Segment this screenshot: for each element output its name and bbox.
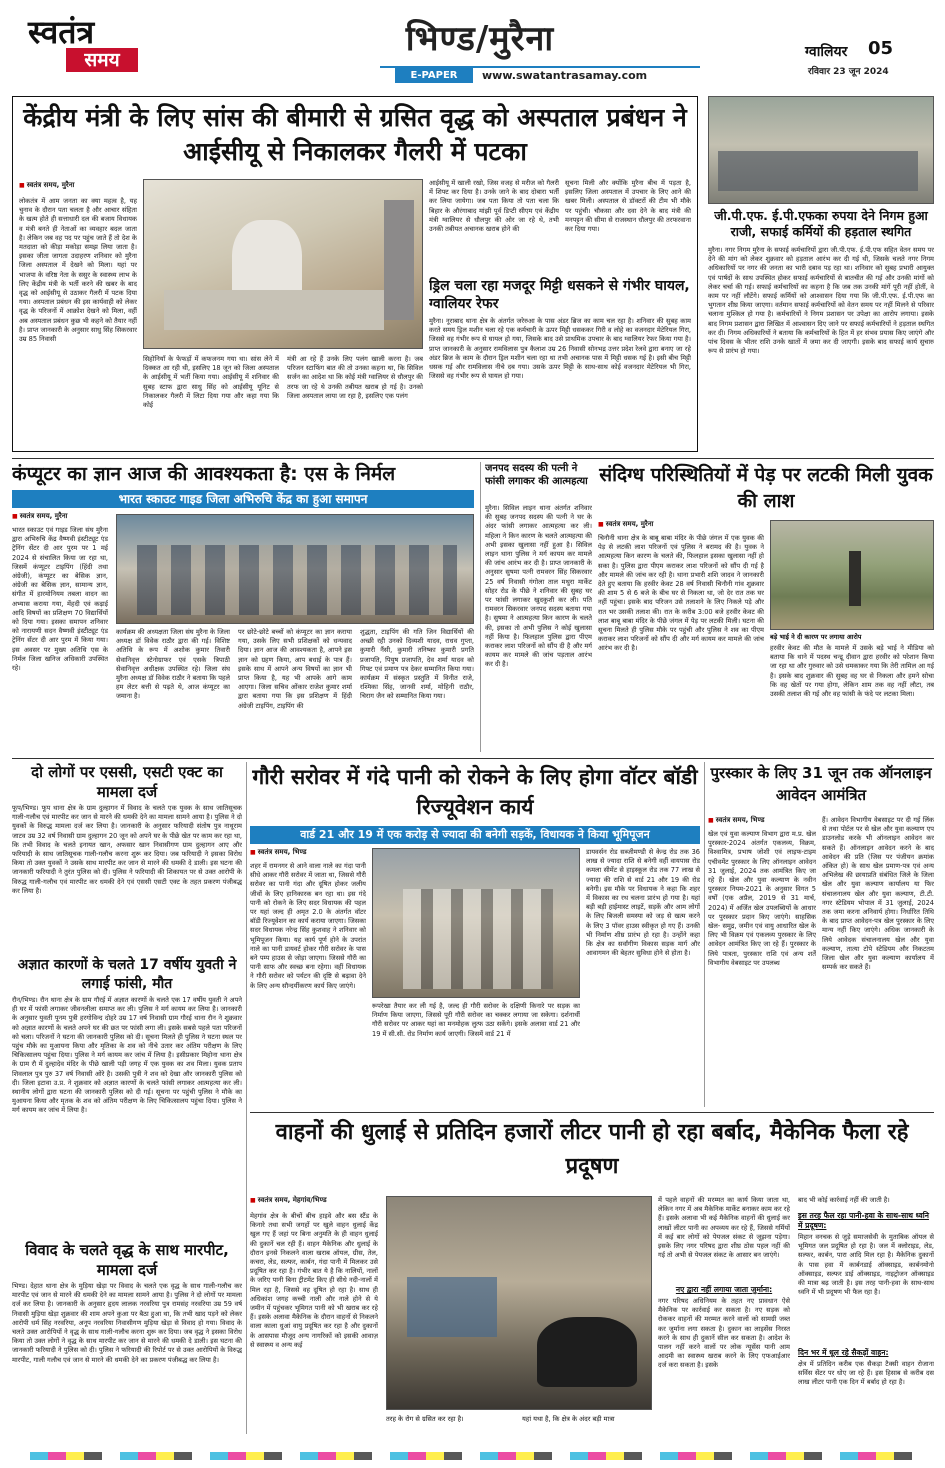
drill-headline: ड्रिल चला रहा मजदूर मिट्टी धसकने से गंभीर घायल, ग्वालियर रेफर	[429, 278, 690, 312]
computer-byline	[12, 512, 68, 523]
vehicle-figure	[537, 1317, 637, 1387]
elder-text: भिण्ड। देहात थाना क्षेत्र के मुड़िया खेड़ा पर विवाद के चलते एक वृद्ध के साथ गाली-गलौच कर मारपीट एवं जान से मारने की धमकी देने का मामला सामने आया है। पुलिस ने दो लोगों पर मामला दर्ज कर लिया है। जानकारी के अनुसार हृदय लालक नरवरिया पुत्र रामसंह नरवरिया उम्र 59 वर्ष निवासी मुड़िया खेड़ा शुक्रवार की शाम अपने कुआ पर बैठा हुआ था, कि तभी खाद पड़ने को लेकर आरोपी धर्म सिंह नरवरिया, अनूप नरवरिया निवासीगण मुड़िया खेड़ा से विवाद हो गया। विवाद के चलते उक्त आरोपियों ने वृद्ध के साथ गाली-गलौच करना शुरू कर दिया। जब वृद्ध ने इसका विरोध किया तो उक्त लोगों ने वृद्ध के साथ मारपीट कर जान से मारने की धमकी दे डाली। इस घटना की जानकारी फरियादी ने पुलिस को दी। पुलिस ने फरियादी की रिपोर्ट पर से उक्त आरोपियों के विरुद्ध मारपीट, गाली गलौच एवं जान से मारने की धमकी देने का प्रकरण पंजीबद्ध कर लिया है।	[12, 1282, 242, 1364]
computer-col4: शुद्धता, टाइपिंग की गति जिन विद्यार्थियों की अच्छी रही उनको दिव्यशी यादव, राधव गुप्ता, कुमारी नैंसी, कुमारी तनिष्का कुमारी प्रगति प्रजापति, पियुष प्रजापति, देव शर्मा यादव को गिफ्ट एवं प्रमाण पत्र देकर सम्मानित किया गया। कार्यक्रम में संस्कृत प्रस्तुति में विनीत राजे, रश्मिका सिंह, जानवी शर्मा, मोहिनी राठौर, चिराग जैन को सम्मानित किया गया।	[360, 628, 474, 701]
suicide-story	[480, 462, 592, 752]
vehicle-headline: वाहनों की धुलाई से प्रतिदिन हजारों लीटर पानी हो रहा बर्बाद, मैकेनिक फैला रहे प्रदूषण	[275, 1120, 909, 1179]
vehicle-byline	[250, 1196, 327, 1207]
computer-col2: कार्यक्रम की अध्यक्षता जिला संघ मुरैना के जिला अध्यक्ष डॉ विवेक राठौर द्वारा की गई। विशिष्ट अतिथि के रूप में अशोक कुमार तिवारी सेवानिवृत्त स्टेनोग्राफर एवं एसके त्रिपाठी सेवानिवृत्त अधीक्षक उपस्थित रहे। जिला संघ मुरैना अध्यक्ष डॉ विवेक राठौर ने बताया कि पहले हम लेटर बत्ती से पढ़ते थे, आज कंप्यूटर का जमाना है।	[116, 628, 230, 701]
award-byline	[708, 816, 765, 827]
vehicle-col2: में पहले वाहनों की मरम्मत का कार्य किया जाता था, लेकिन नगर में अब मैकेनिक मार्केट बनाकर काम कर रहे हैं। इसके अलावा भी कई मैकेनिक वाहनों की धुलाई कर लाखों लीटर पानी का अपव्यय कर रहे हैं, जिससे गर्मियों में कई बार लोगों को पेयजल संकट से जूझना पड़ेगा। इसके लिए नगर परिषद द्वारा शीघ्र ठोस पहल नहीं की गई तो अभी से पेयजल संकट के आसार बन जाएंगे।	[658, 1196, 790, 1260]
computer-col3: पर छोटे-छोटे बच्चों को कंप्यूटर का ज्ञान कराया गया, उसके लिए सभी प्रशिक्षकों को धन्यवाद दिया। ज्ञान आज की आवश्यकता है, आपने इस ज्ञान को ग्रहण किया, आप बधाई के पात्र हैं। इसके साथ में आपने अन्य विषयों का ज्ञान भी प्राप्त किया है, यह भी आपके आगे काम आएगा। जिला सचिव ओंकार राजेश कुमार शर्मा द्वारा बताया गया कि इस प्रशिक्षण में हिंदी अंग्रेजी टाइपिंग, टाइपिंग की	[238, 628, 352, 710]
logo-top: स्वतंत्र	[28, 13, 95, 51]
drill-block	[429, 277, 691, 447]
lead-byline	[19, 181, 75, 192]
suicide-text: मुरैना। सिविल लाइन थाना अंतर्गत शनिवार की सुबह जनपद सदस्य की पत्नी ने घर के अंदर फांसी लगाकर आत्महत्या कर ली। महिला ने किन कारण के चलते आत्महत्या की अभी इसका खुलासा नहीं हुआ है। सिविल लाइन थाना पुलिस ने मर्ग कायम कर मामले की जांच आरंभ कर दी है। प्राप्त जानकारी के अनुसार सुषमा पत्नी रामवरन सिंह सिकरवार 25 वर्ष निवासी गंगोला ताल मथुरा मार्केट सोहर रोड के पीछे ने शनिवार की सुबह घर पर फांसी लगाकर खुदकुशी कर ली। पति रामवरन सिकरवार जनपद सदस्य बताया गया है। सुषमा ने आत्महत्या किन कारण के चलते की, इसका तो अभी पुलिस ने कोई खुलासा नहीं किया है। फिलहाल पुलिस द्वारा पीएम कराकर लाश परिजनों को सौंप दी है और मर्ग कायम कर मामले की जांच पड़ताल आरंभ कर दी है।	[485, 504, 592, 669]
gauri-subhead: वार्ड 21 और 19 में एक करोड़ से ज्यादा की बनेगी सड़कें, विधायक ने किया भूमिपूजन	[250, 826, 700, 844]
tree-col1: चिनौनी थाना क्षेत्र के बाबू बाबा मंदिर के पीछे जंगल में एक युवक की पेड़ से लटकी लाश परिजनों एवं पुलिस ने बरामद की है। युवक ने आत्महत्या किन कारण के चलते की, फिलहाल इसका खुलासा नहीं हो सका है। पुलिस द्वारा पीएम कराकर लाश परिजनों को सौंप दी गई है और मामले की जांच कर रही है। थाना प्रभारी शशि जादव ने जानकारी देते हुए बताया कि हरवीर केवट 28 वर्ष निवासी चिनौनी गांव शुक्रवार की शाम 5 से 6 बजे के बीच घर से निकला था, जो देर रात तक घर नहीं पहुंचा। इसके बाद परिजन उसे तलाशने के लिए निकले पड़े और रात भर उसकी तलाश की। रात के करीब 3:00 बजे हरवीर केवट की लाश बाबू बाबा मंदिर के पीछे जंगल में पेड़ पर लटकी मिली। घटना की सूचना मिलते ही पुलिस मौके पर पहुंची और पुलिस ने शव का पीएम कराकर लाश परिजनों को सौंप दी और मर्ग कायम कर मामले की जांच आरंभ कर दी है।	[598, 534, 764, 653]
vehicle-col2b: नगर परिषद अधिनियम के तहत नए प्रावधान ऐसे मैकेनिक पर कार्रवाई कर सकता है। नए सड़क को रोककर वाहनों की मरम्मत करने वालों को सामग्री जब्त कर जुर्माना लगा सकता है। दुकान का लाइसेंस निरस्त करने के साथ ही दुकानें सील कर सकता है। आदेश के पालन नहीं करने वालों पर लोक न्यूसेंस यानी आम आदमी का स्वास्थ्य खराब करने के लिए एफआईआर दर्ज करा सकता है। इसके	[658, 1297, 790, 1370]
gauri-story	[250, 762, 700, 1107]
strike-photo	[708, 96, 934, 204]
computer-col1: भारत स्काउट एवं गाइड जिला संघ मुरैना द्वारा अभिरुचि केंद्र वैष्णवी इंस्टीट्यूट एंड ट्रेनिंग सेंटर दी आर पुरम पर 1 मई 2024 से संचालित किया जा रहा था, जिसमें कंप्यूटर टाइपिंग (हिंदी तथा अंग्रेजी), कंप्यूटर का बेसिक ज्ञान, अंग्रेजी का बेसिक ज्ञान, सामान्य ज्ञान, संगीत में हारमोनियम तबला वादन का अभ्यास कराया गया, मेंहदी एवं कढ़ाई आदि विषयों का प्रशिक्षण 70 विद्यार्थियों को दिया गया। इसका समापन शनिवार को नारायणी सदन वैष्णवी इंस्टीट्यूट एंड ट्रेनिंग सेंटर दी आर पुरम में किया गया। इस अवसर पर मुख्य अतिथि एस के निर्मल जिला खनिज अधिकारी उपस्थित रहे।	[12, 526, 108, 673]
gauri-byline-text: ■ स्वतंत्र समय, भिण्ड	[250, 848, 307, 857]
vehicle-story	[250, 1116, 934, 1436]
vehicle-col1: मेहगांव क्षेत्र के बीचों बीच हाइवे और बस स्टैंड के किनारे तथा सभी जगहों पर खुले वाहन धुलाई केंद्र खुल गए हैं जहां पर बिना अनुमति के ही वाहन धुलाई की दुकानें चल रही हैं। वाहन मैकेनिक और धुलाई के दौरान इनसे निकलने वाला खराब ऑयल, ग्रीस, तेल, कचरा, लेड, सल्फर, कार्बन, गंदा पानी में मिलकर उसे प्रदूषित कर रहा है। गंभीर बात ये है कि नालियों, नालों के जरिए पानी बिना ट्रीटमेंट किए ही सीधे नदी-नालों में मिल रहा है, जिससे वह दूषित हो रहा है। साथ ही अधिकांश जगह कच्ची नाली और नाले होने से ये जमीन में पहुंचकर भूमिगत पानी को भी खराब कर रहे हैं। इसके अलावा मैकेनिक के दौरान वाहनों से निकलने वाला काला धुआं वायु प्रदूषित कर रहा है और दुकानों के आसपास मौजूद अन्य नागरिकों को इसकी आवाज़ से स्वास्थ्य व अन्य कई	[250, 1212, 378, 1349]
divider-3	[250, 1112, 934, 1113]
vehicle-sub2: इस तरह फैल रहा पानी-हवा के साथ-साथ ध्वनि में प्रदूषण:	[798, 1211, 929, 1230]
tree-byline-text: ■ स्वतंत्र समय, मुरैना	[598, 520, 654, 529]
vehicle-photo	[386, 1196, 652, 1410]
tree-story	[598, 462, 934, 752]
lead-headline: केंद्रीय मंत्री के लिए सांस की बीमारी से ग्रसित वृद्ध को अस्पताल प्रबंधन ने आईसीयू से निकालकर गैलरी में पटका	[23, 103, 687, 166]
tree-col2: हरवीर केवट की मौत के मामले में उसके बड़े भाई ने मीडिया को बताया कि थाने में पदस्थ चन्द्रू दीवान द्वारा हरवीर को परेशान किया जा रहा था और गुरुवार को उसे धमकाकर गया कि तेरी तामिल आ गई है। इसके बाद शुक्रवार की सुबह वह घर से निकला और हमने सोचा कि वह खेतों पर गया होगा, लेकिन शाम तक वह नहीं लौटा, तब उसकी तलाश की गई और वह फांसी के फंदे पर लटका मिला।	[770, 644, 934, 699]
logo	[28, 14, 138, 84]
divider-2	[12, 758, 934, 759]
lead-col4: आईसीयू में खाली रखो, जिस वजह से मरीज को गैलरी में शिफ्ट कर दिया है। उनके जाने के बाद दोबारा भर्ती कर लिया जायेगा। जब पता किया तो पता चला कि बिहार के औरंगाबाद मांझी पूर्व डिप्टी सीएम एवं केंद्रीय मंत्री ग्वालियर से धौलपुर की ओर जा रहे थे, तभी उनकी तबीयत अचानक खराब होने की	[429, 179, 559, 234]
website-link[interactable]: www.swatantrasamay.com	[482, 69, 648, 82]
epaper-badge: E-PAPER	[395, 68, 473, 83]
gauri-col1: शहर में रामनगर से आने वाला नाले का गंदा पानी सीधे आकर गौरी सरोवर में जाता था, जिससे गौरी सरोवर का पानी गंदा और दूषित होकर जलीय जीवों के लिए हानिकारक बन रहा था। इस गंदे पानी को रोकने के लिए सदर विधायक की पहल पर यहां जल्द ही अमृत 2.0 के अंतर्गत वॉटर बॉडी रिज्यूवेशन का कार्य कराया जाएगा। जिसका सदर विधायक नरेन्द्र सिंह कुशवाह ने शनिवार को भूमिपूजन किया। यह कार्य पूर्ण होने के उपरांत नाले का पानी डायवर्ट होकर गौरी सरोवर के पास बने पम्प हाउस से जोड़ा जाएगा। जिससे गौरी का पानी साफ और स्वच्छ बना रहेगा। वहीं विधायक ने गौरी सरोवर को पर्यटन की दृष्टि से बढ़ावा देने के लिए अन्य सौन्दर्यीकरण कार्य किए जाएंगे।	[250, 862, 366, 990]
lead-story	[12, 96, 698, 452]
logo-bottom: समय	[66, 48, 138, 72]
award-col2: हैं। आवेदन विभागीय वेबसाइट पर दी गई लिंक से तथा पोर्टल पर से खेल और युवा कल्याण एप डाउनलोड करके भी ऑनलाइन आवेदन कर सकते हैं। ऑनलाइन आवेदन करने के बाद आवेदन की प्रति (जिस पर पंजीयन क्रमांक अंकित हो) के साथ खेल प्रमाण-पत्र एवं अन्य अभिलेख की छायाप्रति संबंधित जिले के जिला खेल और युवा कल्याण कार्यालय या फिर संचालनालय खेल और युवा कल्याण, टी.टी. नगर स्टेडियम भोपाल में 31 जुलाई, 2024 तक जमा करना अनिवार्य होगा। निर्धारित तिथि के बाद प्राप्त आवेदन-पत्र खेल पुरस्कार के लिए मान्य नहीं किए जाएंगे। अधिक जानकारी के लिये आवेदक संचालनालय खेल और युवा कल्याण, तात्या टोपे स्टेडियम और निकटतम जिला खेल और युवा कल्याण कार्यालय में सम्पर्क कर सकते हैं।	[822, 816, 934, 972]
lead-col1: लोकतंत्र में आम जनता का क्या महत्व है, यह चुनाव के दौरान पता चलता है और आचार संहिता के खत्म होते ही सत्ताधारी दल की बजाय विधायक व मंत्री बनते ही नेताओं का व्यवहार बदल जाता है। लेकिन जब वह पद पर पहुंच जाते हैं तो देश के मतदाता को कीड़ा मकोड़ा समझ लिया जाता है। इसका जीता जागता उदाहरण शनिवार को मुरैना जिला अस्पताल में देखने को मिला। यहां पर भाजपा के वरिष्ठ नेता के ससुर के स्वास्थ्य लाभ के लिए केंद्रीय मंत्री के भर्ती करने की खबर के बाद वृद्ध को आईसीयू से उठाकर गैलरी में पटक दिया गया। अस्पताल प्रबंधन की इस कार्यवाही को लेकर वृद्ध के परिजनों में आक्रोश देखने को मिला, वहीं अब अस्पताल प्रबंधन कुछ भी कहने को तैयार नहीं है। प्राप्त जानकारी के अनुसार साधु सिंह सिकरवार उम्र 85 निवासी	[19, 197, 137, 344]
strike-headline: जी.पी.एफ. ई.पी.एफका रुपया देने निगम हुआ राजी, सफाई कर्मियों की हड़ताल स्थगित	[714, 208, 928, 239]
masthead	[0, 0, 945, 90]
lead-col5: सूचना मिली और क्योंकि मुरैना बीच में पड़ता है, इसलिए जिला अस्पताल में उपचार के लिए आने की खबर मिली। अस्पताल से डॉक्टरों की टीम भी मौके पर पहुंची। चौकसा और दवा देने के बाद मंत्री की मनपट्टन की सीमा से राजस्थान धौलपुर की तरफरवाना कर दिया गया।	[565, 179, 691, 234]
vehicle-col3b: मिहान वनचक से जुड़े समाजसेवी के मुताबिक ऑयल से भूमिगत जल प्रदूषित हो रहा है। जल में क्लोराइड, लेड, सल्फर, कार्बन, पारा आदि मिल रहा है। मैकेनिक दुकानों के पास हवा में कार्बनडाई ऑक्साइड, कार्बनमोनो ऑक्साइड, सल्फर डाई ऑक्साइड, नाइट्रोजन ऑक्साइड की मात्रा बढ़ जाती है। इस तरह पानी-हवा के साथ-साथ ध्वनि में भी प्रदूषण भी फैल रहा है।	[798, 1233, 934, 1297]
vehicle-col3c: क्षेत्र में प्रतिदिन करीब एक सैकड़ा टैक्सी वाहन रोजाना सर्विस सेंटर पर धोए जा रहे हैं। इस हिसाब से करीब दस लाख लीटर पानी एक दिन में बर्बाद हो रहा है।	[798, 1360, 934, 1387]
page-number: 05	[868, 38, 894, 59]
gauri-headline: गौरी सरोवर में गंदे पानी को रोकने के लिए होगा वॉटर बॉडी रिज्यूवेशन कार्य	[252, 765, 698, 819]
gauri-byline	[250, 848, 307, 859]
date-label: रविवार 23 जून 2024	[808, 67, 889, 77]
vehicle-byline-text: ■ स्वतंत्र समय, मेहगांव/भिण्ड	[250, 1196, 327, 1205]
divider-1	[12, 458, 934, 459]
car-figure	[407, 1277, 497, 1337]
award-byline-text: ■ स्वतंत्र समय, भिण्ड	[708, 816, 765, 825]
lead-col2: सिहोनियाँ के फेफड़ों में कफजनम गया था। सांस लेने में दिक्कत आ रही थी, इसलिए 18 जून को जिला अस्पताल के आईसीयू में भर्ती किया गया। आईसीयू में शनिवार की सुबह स्टाफ द्वारा साधु सिंह को आईसीयू यूनिट से निकालकर गैलरी में लिटा दिया गया और कहा गया कि कोई	[143, 355, 279, 410]
vrule-right	[704, 762, 705, 1107]
tree-headline: संदिग्ध परिस्थितियों में पेड़ पर लटकी मिली युवक की लाश	[599, 464, 933, 512]
bhoomipujan-people	[403, 889, 553, 989]
award-story	[708, 762, 934, 1107]
gauri-col2: रूपरेखा तैयार कर ली गई है, जल्द ही गौरी सरोवर के दक्षिणी किनारे पर सड़क का निर्माण किया जाएगा, जिससे पूरी गौरी सरोवर का चक्कर लगाया जा सकेगा। दर्शनार्थी गौरी सरोवर पर आकर यहां का मनमोहक लुत्फ उठा सकेंगे। इसके अलावा वार्ड 21 और 19 में सी.सी. रोड निर्माण कार्य जाएगी। जिसमें वार्ड 21 में	[372, 1002, 580, 1038]
computer-byline-text: ■ स्वतंत्र समय, मुरैना	[12, 512, 68, 521]
computer-photo	[116, 514, 474, 624]
tree-figure	[849, 551, 861, 606]
lead-photo	[143, 179, 423, 349]
computer-subhead: भारत स्काउट गाइड जिला अभिरुचि केंद्र का हुआ समापन	[12, 490, 474, 508]
suicide-headline: जनपद सदस्य की पत्नी ने फांसी लगाकर की आत्महत्या	[485, 463, 588, 487]
hospital-bed	[164, 290, 384, 330]
lead-col3: मंत्री आ रहे हैं उनके लिए पलंग खाली करना है। जब परिजन स्टाफिंग बात की तो उनका कहना था, कि सिविल सर्जन का आदेश था कि कोई मंत्री ग्वालियर से धौलपुर की तरफ जा रहे थे उनकी तबीयत खराब हो गई है। उनको जिला अस्पताल लाया जा रहा है, इसलिए एक पलंग	[287, 355, 423, 400]
strike-story	[708, 96, 934, 452]
drill-text: मुरैना। नूराबाद थाना क्षेत्र के अंतर्गत जरेरुआ के पास अंडर ब्रिज का काम चल रहा है। शनिवार की सुबह काम करते समय ड्रिल मशीन चला रहे एक कर्मचारी के ऊपर मिट्टी धसककर गिरी व लोहे का वजनदार मेटेरियल गिरा, जिससे वह गंभीर रूप से घायल हो गया, जिसके बाद उसे प्राथमिक उपचार के बाद ग्वालियर रेफर किया गया है। प्राप्त जानकारी के अनुसार रामविलास पुत्र कैलाश उम्र 26 निवासी सोनभद्र उत्तर प्रदेश रेलवे द्वारा बनाए जा रहे अंडर ब्रिज के काम के दौरान ड्रिल मशीन चला रहा था तभी अचानक पास में मिट्टी धसक गई है। इसी बीच मिट्टी धसक गई और रामविलास नीचे दब गया। उसके ऊपर मिट्टी के साथ-साथ कोई वजनदार मेटेरियल भी गिरा, जिससे वह गंभीर रूप से घायल हो गया।	[429, 317, 691, 381]
computer-headline: कंप्यूटर का ज्ञान आज की आवश्यकता है: एस के निर्मल	[12, 463, 396, 485]
girl-headline: अज्ञात कारणों के चलते 17 वर्षीय युवती ने लगाई फांसी, मौत	[17, 957, 237, 992]
section-title: भिण्ड/मुरैना	[405, 19, 555, 59]
workers-group	[718, 151, 918, 191]
vehicle-col3-wrap	[798, 1196, 934, 1434]
computer-story	[12, 462, 474, 752]
tree-caption: बड़े भाई ने दी कारण पर लगाया आरोप	[770, 633, 862, 641]
scst-headline: दो लोगों पर एससी, एसटी एक्ट का मामला दर्ज	[31, 763, 223, 801]
city-label: ग्वालियर	[805, 44, 848, 60]
strike-text: मुरैना। नगर निगम मुरैना के सफाई कर्मचारियों द्वारा जी.पी.एफ. ई.पी.एफ सहित वेतन समय पर देने की मांग को लेकर शुक्रवार को हड़ताल आरंभ कर दी गई थी, जिसके चलते नगर निगम अधिकारियों पर नगर की जनता का भारी दबाव पड़ रहा था। शनिवार को सुबह प्रभारी आयुक्त एवं पार्षदों के साथ उपस्थित होकर सफाई कर्मचारियों से बातचीत की गई और उनकी मांगों को लेकर चर्चा की गई। सफाई कर्मचारियों का कहना है कि जब तक उनकी मांगें पूरी नहीं होतीं, वे काम पर नहीं लौटेंगे। सफाई कर्मियों को आश्वासन दिया गया कि जी.पी.एफ. ई.पी.एफ का भुगतान शीघ्र किया जाएगा। वर्तमान सफाई कर्मचारियों को वेतन समय पर नहीं मिलने से परिवार चलाना मुश्किल हो गया है। कर्मचारियों ने निगम प्रशासन पर उपेक्षा का आरोप लगाया। इसके बाद निगम प्रशासन द्वारा लिखित में आश्वासन दिए जाने पर सफाई कर्मचारियों ने हड़ताल स्थगित कर दी। निगम अधिकारियों ने बताया कि कर्मचारियों के हित में हर संभव प्रयास किए जाएंगे और पांच दिवस के भीतर राशि उनके खातों में जमा कर दी जाएगी। इसके बाद सफाई कार्य सुचारु रूप से प्रारंभ हो गया।	[708, 246, 934, 356]
tree-photo	[770, 520, 934, 630]
vehicle-caption2: यहां यथा है, कि क्षेत्र के अंदर बड़ी मात्रा	[522, 1415, 615, 1423]
vehicle-sub1: नए द्वारा नहीं लगाया जाता जुर्माना:	[675, 1285, 773, 1294]
gauri-col3: डायवर्सन रोड सब्जीमण्डी से केन्द्र रोड तक 36 लाख से ज्यादा राशि से बनेगी वहीं वायपास रोड कमला सीमेंट से हाइस्कूल रोड तक 77 लाख से ज्यादा की राशि से वार्ड 21 और 19 की रोड बनेगी। इस मौके पर विधायक ने कहा कि शहर में विकास का रथ चलना प्रारंभ हो गया है। यहां बड़ी बड़ी हाईमास्ट लाइटें, सड़कें और आम लोगों के लिए बिजली समस्या को जड़ से खत्म करने के लिए 3 पॉवर हाउस स्वीकृत हो गए हैं। उनकी भी निर्माण शीघ्र प्रारंभ हो रहा है। उन्होंने कहा कि क्षेत्र का सर्वांगीण विकास सड़क मार्ग और आवागमन की बेहतर सुविधा होने से होता है।	[586, 848, 700, 958]
vehicle-col3: बाद भी कोई कार्रवाई नहीं की जाती है।	[798, 1196, 890, 1204]
scst-text: फूप/भिण्ड। फूप थाना क्षेत्र के ग्राम दुल्हागन में विवाद के चलते एक युवक के साथ जातिसूचक गाली-गलौच एवं मारपीट कर जान से मारने की धमकी देने का मामला सामने आया है। पुलिस ने दो युवकों के विरुद्ध मामला दर्ज कर लिया है। जानकारी के अनुसार फरियादी संतोष पुत्र नाथूराम जाटव उम्र 32 वर्ष निवासी ग्राम दुल्हागन 20 जून को अपने घर के पीछे खेत पर काम कर रहा था, कि तभी विवाद के चलते इनायत खान, अफसार खान निवासीगण ग्राम दुल्हागन आए और फरियादी के साथ जातिसूचक गाली-गलौच करना शुरू कर दिया। जब फरियादी ने इसका विरोध किया तो उक्त युवकों ने उसके साथ मारपीट कर जान से मारने की धमकी दे डाली। इस घटना की जानकारी फरियादी ने तुरंत पुलिस को दी। पुलिस ने फरियादी की शिकायत पर से उक्त आरोपी के विरुद्ध गाली-गलौच एवं मारपीट कर धमकी देने एवं एससी एसटी एक्ट के तहत प्रकरण पंजीबद्ध कर लिया है।	[12, 804, 242, 895]
iv-stand	[384, 200, 414, 320]
lead-byline-text: ■ स्वतंत्र समय, मुरैना	[19, 181, 75, 190]
ceremony-people	[137, 545, 457, 615]
award-col1: खेल एवं युवा कल्याण विभाग द्वारा म.प्र. खेल पुरस्कार-2024 अंतर्गत एकलव्य, विक्रम, विश्वामित्र, प्रभाष जोशी एवं लाइफ-टाइम एचीवमेंट पुरस्कार के लिए ऑनलाइन आवेदन 31 जुलाई, 2024 तक आमंत्रित किए जा रहे हैं। खेल और युवा कल्याण के नवीन पुरस्कार नियम-2021 के अनुसार विगत 5 वर्षों (एक अप्रैल, 2019 से 31 मार्च, 2024) में अर्जित खेल उपलब्धियों के आधार पर पुरस्कार प्रदान किए जाएंगे। साहसिक खेल- समुद्र, जमीन एवं वायु आधारित खेल के लिए भी विक्रम एवं एकलव्य पुरस्कार के लिए आवेदन आमंत्रित किए जा रहे हैं। पुरस्कार के लिये पात्रता, पुरस्कार राशि एवं अन्य शर्तें विभागीय वेबसाइट पर उपलब्ध	[708, 830, 816, 967]
masthead-rule	[380, 66, 700, 68]
award-headline: पुरस्कार के लिए 31 जून तक ऑनलाइन आवेदन आमंत्रित	[710, 764, 932, 804]
vrule-left	[246, 762, 247, 1434]
tree-byline	[598, 520, 654, 531]
left-column	[12, 762, 242, 1434]
vehicle-sub3: दिन भर में धूल रहे सैकड़ों वाहन:	[798, 1348, 889, 1357]
elder-headline: विवाद के चलते वृद्ध के साथ मारपीट, मामला दर्ज	[25, 1241, 229, 1279]
vehicle-col2-wrap	[658, 1196, 790, 1434]
print-marks	[30, 1452, 915, 1460]
vehicle-caption1: तरह के रोग से ग्रसित कर रहा है।	[386, 1415, 464, 1423]
gauri-photo	[372, 848, 580, 998]
girl-text: रौन/भिण्ड। रौन थाना क्षेत्र के ग्राम गौरई में अज्ञात कारणों के चलते एक 17 वर्षीय युवती ने अपने ही घर में फांसी लगाकर जीवनलीला समाप्त कर ली। पुलिस ने मर्ग कायम कर लिया है। जानकारी के अनुसार युवती पूनम पुत्री हरगोविन्द दोहरे उम्र 17 वर्ष निवासी ग्राम गौरई थाना रौन ने शुक्रवार को अज्ञात कारणों के चलते अपने घर की छत पर फांसी लगा ली। इसके सबसे पहले पता परिजनों को चला। परिजनों ने घटना की जानकारी पुलिस को दी। सूचना मिलते ही पुलिस ने घटना स्थल पर पहुंच मौके का मुआयना किया और मृतिका के शव को नीचे उतार कर अंतिम परीक्षण के लिए चिकित्सालय पहुंचा दिया। पुलिस ने मर्ग कायम कर जांच में लिया है। इसीप्रकार मिहोना थाना क्षेत्र के ग्राम रौ में दुल्हादेव मंदिर के पीछे खाली पड़ी जगह में एक युवक का शव मिला। युवक प्रताप शिवलाल पुत्र पुरु 37 वर्ष निवासी ओरे है। उसकी पुत्री ने शव को देखा और जानकारी पुलिस को दी। जिला इटावा उ.प्र. ने शुक्रवार को अज्ञात कारणों के चलते फांसी लगाकर आत्महत्या कर ली। स्थानीय लोगों द्वारा घटना की जानकारी पुलिस को दी गई। सूचना पर पहुंची पुलिस ने मौके का मुआयना किया और मृतक के शव को अंतिम परीक्षण के लिए चिकित्सालय पहुंचा दिया। पुलिस ने मर्ग कायम कर जांच में लिया है।	[12, 996, 242, 1115]
